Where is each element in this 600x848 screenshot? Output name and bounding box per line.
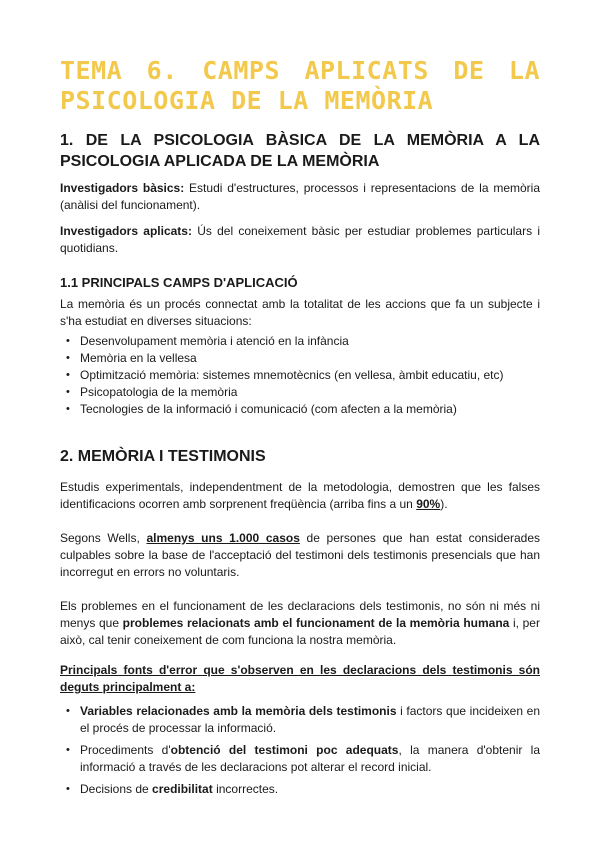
basic-researchers-text: Estudi d'estructures, processos i representacions de la memòria (anàlisi del funcionament).: [60, 181, 540, 212]
memory-problems-paragraph: [60, 598, 540, 649]
wells-paragraph: [60, 530, 540, 581]
item-emphasis: credibilitat: [152, 782, 213, 796]
applied-researchers-paragraph: [60, 223, 540, 257]
document-content: [60, 130, 540, 803]
list-item: • Tecnologies de la informació i comunicació (com afecten a la memòria): [60, 401, 540, 418]
item-text: Decisions de: [80, 782, 153, 796]
paragraph-text: Estudis experimentals, independentment de la metodologia, demostren que les falses identificacions ocorren amb sorprenent freqüència (arriba fins a un: [60, 480, 540, 511]
list-item: • Optimització memòria: sistemes mnemotècnics (en vellesa, àmbit educatiu, etc): [60, 367, 540, 384]
basic-researchers-paragraph: [60, 180, 540, 214]
list-item: • Memòria en la vellesa: [60, 350, 540, 367]
item-text: Procediments d': [80, 743, 171, 757]
paragraph-text: Els problemes en el funcionament de les declaracions dels testimonis, no són ni més ni menys que: [60, 599, 540, 630]
applied-researchers-label: Investigadors aplicats:: [60, 224, 192, 238]
false-identifications-paragraph: [60, 479, 540, 513]
application-fields-list: [60, 333, 540, 418]
applied-researchers-text: Ús del coneixement bàsic per estudiar problemes particulars i quotidians.: [60, 224, 541, 255]
section-2-heading: 2. MEMÒRIA I TESTIMONIS: [60, 448, 266, 465]
error-sources-heading: Principals fonts d'error que s'observen en les declaracions dels testimonis són deguts principalment a:: [60, 663, 540, 694]
item-emphasis: obtenció del testimoni poc adequats: [170, 743, 399, 757]
list-item: • Desenvolupament memòria i atenció en la infància: [60, 333, 540, 350]
list-item: [60, 742, 540, 776]
item-text: , la manera d'obtenir la informació a través de les declaracions pot alterar el record inicial.: [80, 743, 540, 774]
percentage-highlight: 90%: [416, 497, 441, 511]
list-item: [60, 781, 540, 798]
memory-problems-highlight: problemes relacionats amb el funcionament de la memòria humana: [122, 616, 510, 630]
item-text: incorrectes.: [212, 782, 279, 796]
paragraph-text: de persones que han estat considerades culpables sobre la base de l'acceptació del testimoni dels testimonis presencials que han incorregut en errors no voluntaris.: [60, 531, 541, 579]
paragraph-text: i, per això, cal tenir coneixement de com funciona la nostra memòria.: [60, 616, 540, 647]
document-title: TEMA 6. CAMPS APLICATS DE LA PSICOLOGIA DE LA MEMÒRIA: [60, 56, 540, 115]
section-1-heading: 1. DE LA PSICOLOGIA BÀSICA DE LA MEMÒRIA A LA PSICOLOGIA APLICADA DE LA MEMÒRIA: [60, 132, 540, 170]
basic-researchers-label: Investigadors bàsics:: [60, 181, 185, 195]
item-text: i factors que incideixen en el procés de processar la informació.: [80, 704, 540, 735]
item-emphasis: Variables relacionades amb la memòria dels testimonis: [80, 704, 397, 718]
paragraph-text: ).: [440, 497, 448, 511]
paragraph-text: Segons Wells,: [60, 531, 147, 545]
error-sources-list: [60, 703, 540, 798]
list-item: [60, 703, 540, 737]
list-item: • Psicopatologia de la memòria: [60, 384, 540, 401]
section-1-1-heading: 1.1 PRINCIPALS CAMPS D'APLICACIÓ: [60, 275, 298, 290]
cases-highlight: almenys uns 1.000 casos: [146, 531, 300, 545]
section-1-1-intro: La memòria és un procés connectat amb la totalitat de les accions que fa un subjecte i s'ha estudiat en diverses situacions:: [60, 297, 540, 328]
